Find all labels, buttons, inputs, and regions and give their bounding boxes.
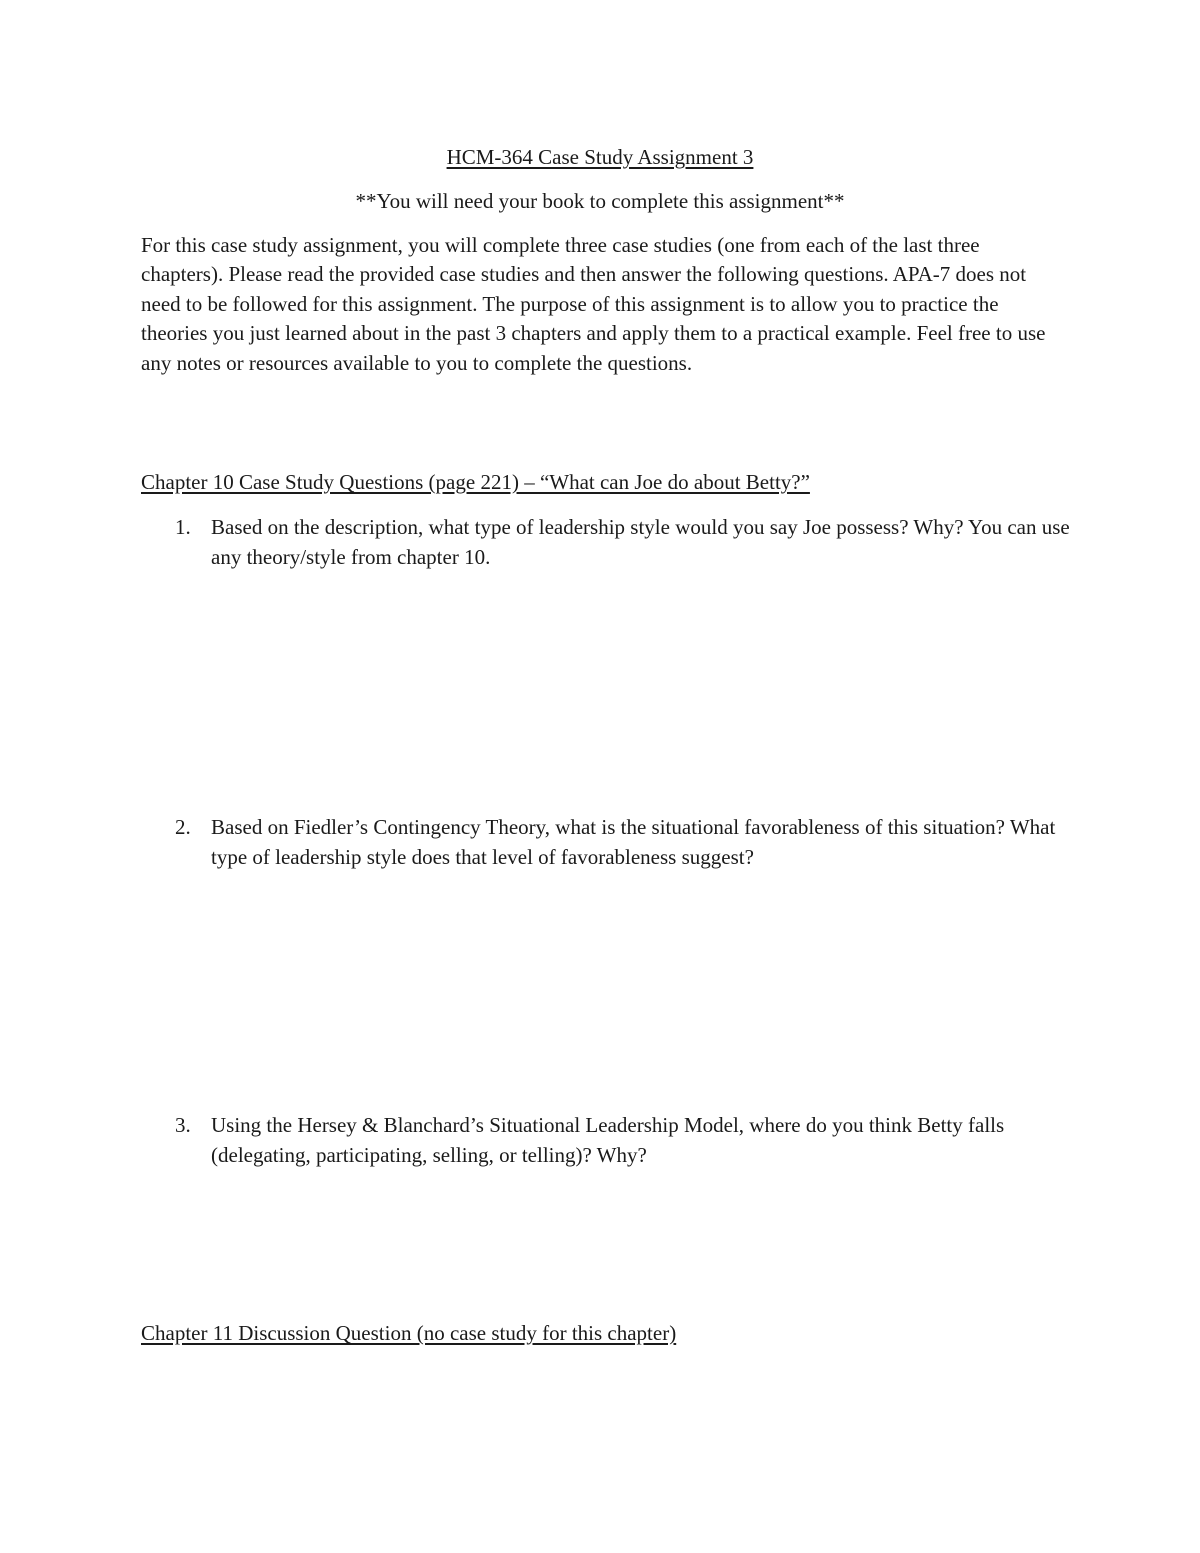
question-text: Based on the description, what type of leadership style would you say Joe possess? Why? You can use any theory/style from chapter 10. bbox=[211, 515, 1070, 569]
question-item-3 bbox=[175, 1110, 1070, 1170]
page-title: HCM-364 Case Study Assignment 3 bbox=[446, 145, 754, 169]
question-text: Using the Hersey & Blanchard’s Situational Leadership Model, where do you think Betty falls (delegating, participating, selling, or telling)? Why? bbox=[211, 1113, 1005, 1167]
question-item-2 bbox=[175, 812, 1070, 872]
question-number: 1. bbox=[175, 515, 191, 539]
question-number: 3. bbox=[175, 1113, 191, 1137]
question-item-1 bbox=[175, 512, 1070, 572]
intro-paragraph: For this case study assignment, you will complete three case studies (one from each of the last three chapters). Please read the provided case studies and then answer the following questions. APA-7 does not need to be followed for this assignment. The purpose of this assignment is to allow you to practice the theories you just learned about in the past 3 chapters and apply them to a practical example. Feel free to use any notes or resources available to you to complete the questions. bbox=[141, 233, 1046, 375]
page-subtitle: **You will need your book to complete this assignment** bbox=[355, 189, 845, 213]
question-number: 2. bbox=[175, 815, 191, 839]
chapter-10-heading: Chapter 10 Case Study Questions (page 221) – “What can Joe do about Betty?” bbox=[141, 470, 810, 494]
chapter-11-heading: Chapter 11 Discussion Question (no case study for this chapter) bbox=[141, 1321, 677, 1345]
question-text: Based on Fiedler’s Contingency Theory, what is the situational favorableness of this situation? What type of leadership style does that level of favorableness suggest? bbox=[211, 815, 1056, 869]
